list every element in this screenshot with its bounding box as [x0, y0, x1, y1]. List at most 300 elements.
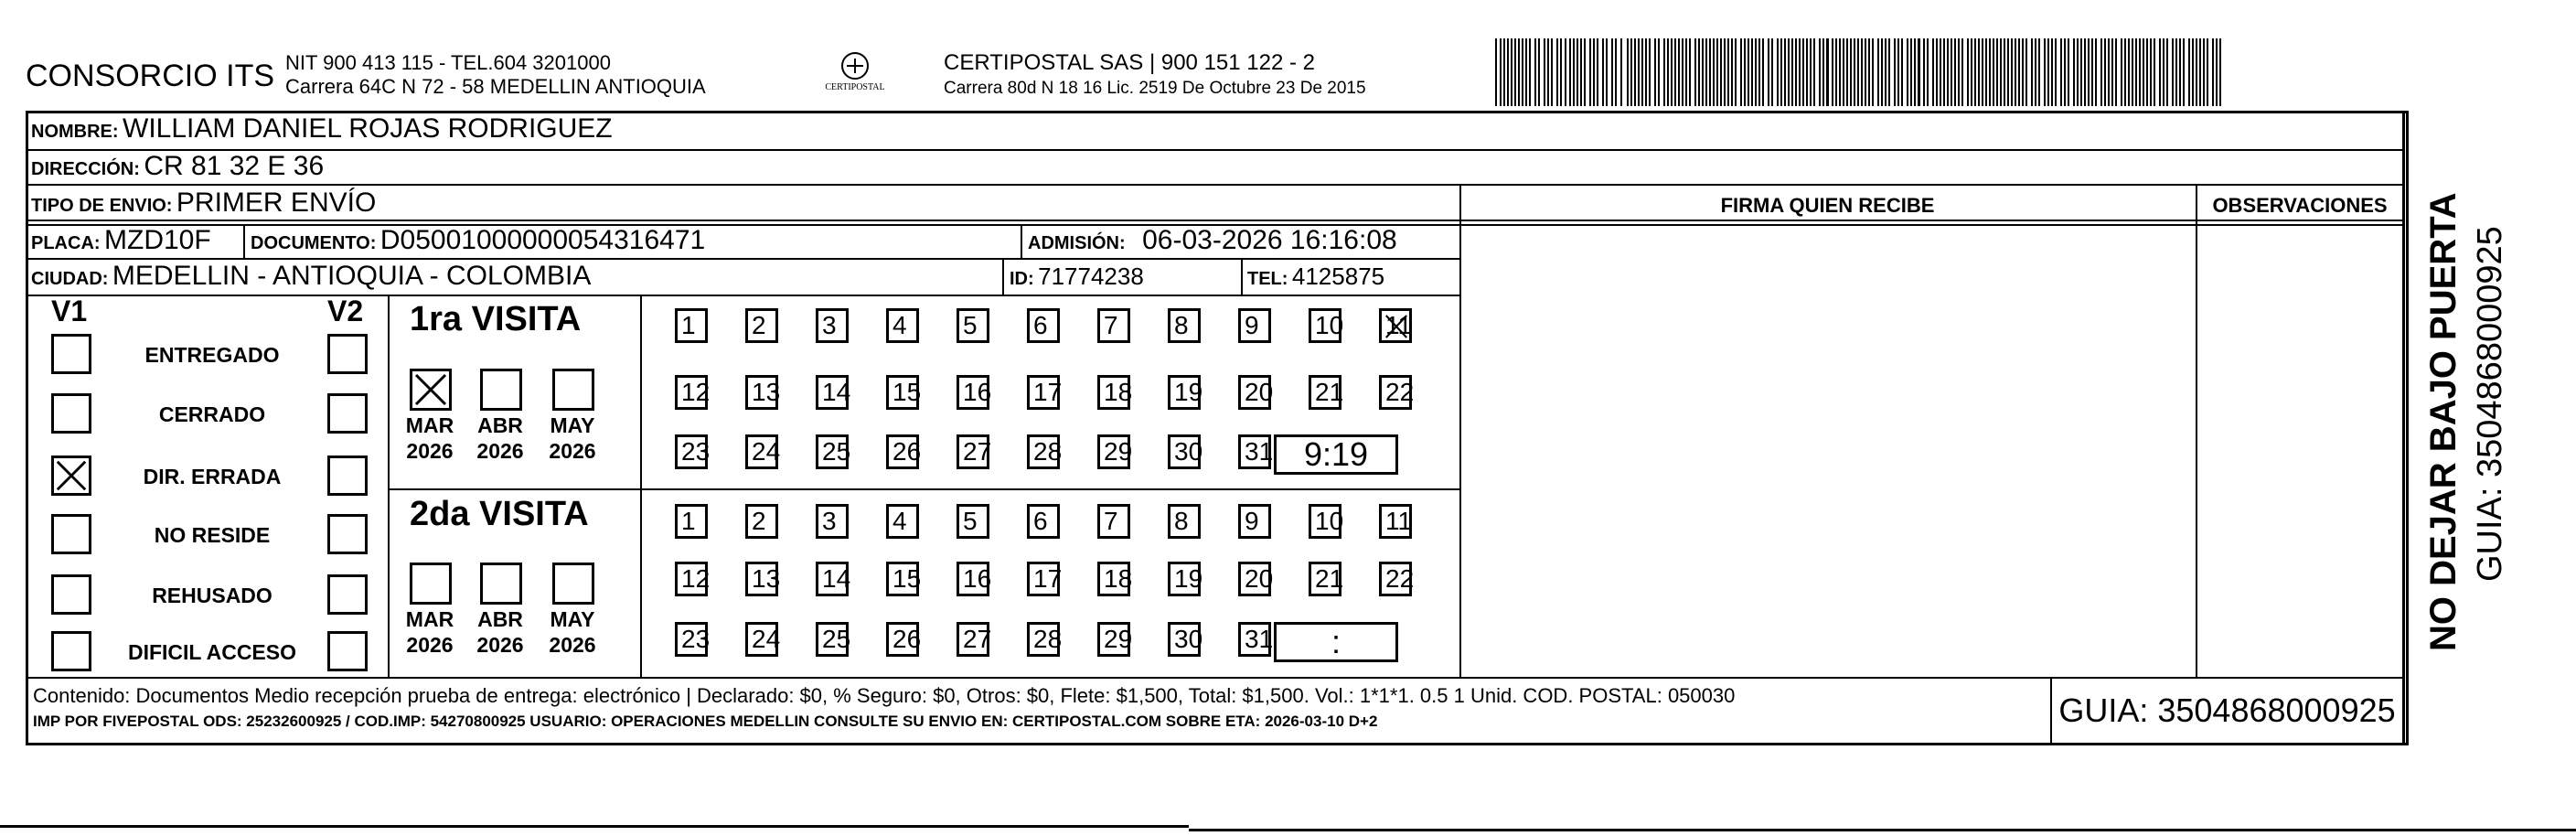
id-row [1010, 263, 1144, 291]
barcode-bar [2111, 38, 2113, 106]
tipo-value: PRIMER ENVÍO [176, 188, 377, 218]
barcode-bar [2015, 38, 2016, 106]
day-number: 19 [1174, 378, 1203, 406]
barcode-bar [2011, 38, 2013, 106]
day-box[interactable] [675, 375, 711, 410]
month-checkbox[interactable] [410, 563, 452, 605]
month-checkbox[interactable] [552, 563, 594, 605]
barcode-bar [1611, 38, 1613, 106]
month-year: 2026 [406, 633, 454, 657]
barcode-bar [1854, 38, 1855, 106]
day-box[interactable] [745, 562, 781, 596]
barcode-bar [1634, 38, 1636, 106]
day-number: 7 [1104, 311, 1118, 339]
day-number: 3 [822, 311, 837, 339]
barcode-bar [1826, 38, 1829, 106]
day-box[interactable] [957, 308, 989, 343]
barcode-bar [2080, 38, 2082, 106]
barcode-bar [2088, 38, 2090, 106]
tel-row [1247, 263, 1384, 291]
v2-checkbox[interactable] [327, 514, 368, 554]
barcode-bar [2192, 38, 2194, 106]
month-name: MAY [550, 413, 595, 437]
day-number: 13 [752, 564, 781, 593]
barcode-bar [1843, 38, 1844, 106]
barcode-bar [2004, 38, 2005, 106]
barcode-bar [2104, 38, 2106, 106]
barcode-bar [1832, 38, 1833, 106]
day-box[interactable] [1309, 504, 1344, 539]
v2-checkbox[interactable] [327, 393, 368, 434]
day-box[interactable] [745, 504, 778, 539]
day-box[interactable] [1097, 434, 1133, 469]
barcode-bar [1788, 38, 1790, 106]
month-year: 2026 [549, 439, 596, 463]
firma-area[interactable] [1461, 226, 2196, 677]
placa-row [31, 225, 211, 256]
barcode-bar [1544, 38, 1545, 106]
barcode-bar [1914, 38, 1916, 106]
barcode-bar [1996, 38, 1998, 106]
day-box[interactable] [886, 622, 922, 657]
barcode-bar [1839, 38, 1841, 106]
day-number: 29 [1104, 437, 1133, 466]
barcode-bar [1698, 38, 1700, 106]
admision-value: 06-03-2026 16:16:08 [1142, 225, 1397, 255]
barcode-bar [1584, 38, 1586, 106]
day-box[interactable] [675, 504, 708, 539]
barcode-bar [1799, 38, 1801, 106]
day-number: 14 [822, 564, 851, 593]
barcode-bar [1751, 38, 1753, 106]
barcode-bar [2203, 38, 2205, 106]
barcode-bar [1663, 38, 1665, 106]
month-name: ABR [477, 413, 523, 437]
barcode-bar [1861, 38, 1863, 106]
day-number: 12 [681, 564, 711, 593]
v1-checkbox[interactable] [51, 574, 91, 615]
barcode-bar [2121, 38, 2122, 106]
barcode-bar [1735, 38, 1737, 106]
barcode-bar [1802, 38, 1804, 106]
day-box[interactable] [816, 622, 849, 657]
ciudad-value: MEDELLIN - ANTIOQUIA - COLOMBIA [112, 261, 592, 291]
barcode-bar [1771, 38, 1773, 106]
barcode-bar [1784, 38, 1786, 106]
barcode-bar [2207, 38, 2208, 106]
day-box[interactable] [957, 375, 992, 410]
barcode-bar [1627, 38, 1629, 106]
barcode-bar [1868, 38, 1870, 106]
day-box[interactable] [1027, 434, 1063, 469]
barcode-bar [1705, 38, 1707, 106]
barcode-bar [1989, 38, 1991, 106]
barcode-bar [2084, 38, 2086, 106]
day-number: 10 [1315, 311, 1344, 339]
day-number: 4 [893, 507, 907, 535]
v1-checkbox[interactable] [51, 393, 91, 434]
barcode-bar [1727, 38, 1729, 106]
month-name: ABR [477, 607, 523, 631]
day-number: 14 [822, 378, 851, 406]
day-box[interactable] [1309, 308, 1344, 343]
month-checkbox[interactable] [410, 369, 452, 411]
company-line-2: Carrera 64C N 72 - 58 MEDELLIN ANTIOQUIA [285, 75, 706, 98]
day-number: 3 [822, 507, 837, 535]
barcode-bar [1943, 38, 1945, 106]
barcode-bar [2128, 38, 2130, 106]
month-year: 2026 [476, 439, 524, 463]
day-number: 21 [1315, 378, 1344, 406]
day-number: 15 [893, 378, 922, 406]
barcode-bar [2026, 38, 2027, 106]
status-label: DIFICIL ACCESO [127, 640, 296, 664]
day-number: 21 [1315, 564, 1344, 593]
day-box[interactable] [816, 504, 849, 539]
barcode-bar [1500, 38, 1502, 106]
day-box[interactable] [816, 308, 849, 343]
day-box[interactable] [957, 562, 992, 596]
day-number: 22 [1385, 564, 1415, 593]
barcode-bar [1901, 38, 1903, 106]
barcode [1495, 38, 2227, 106]
company-name: CONSORCIO ITS [26, 59, 275, 93]
day-number: 29 [1104, 625, 1133, 653]
day-number: 6 [1033, 507, 1048, 535]
barcode-bar [1556, 38, 1558, 106]
barcode-bar [1654, 38, 1656, 106]
observaciones-header: OBSERVACIONES [2212, 194, 2388, 217]
barcode-bar [2035, 38, 2036, 106]
day-number: 8 [1174, 507, 1189, 535]
barcode-bar [1577, 38, 1578, 106]
barcode-bar [2000, 38, 2002, 106]
barcode-bar [1658, 38, 1660, 106]
day-box[interactable] [1238, 434, 1274, 469]
month-checkbox[interactable] [552, 369, 594, 411]
day-number: 31 [1245, 437, 1274, 466]
barcode-bar [2219, 38, 2221, 106]
barcode-bar [1731, 38, 1733, 106]
status-label: REHUSADO [152, 584, 273, 607]
day-box[interactable] [1238, 375, 1274, 410]
barcode-bar [1514, 38, 1516, 106]
day-box[interactable] [1168, 562, 1201, 596]
barcode-bar [2018, 38, 2020, 106]
v1-checkbox[interactable] [51, 456, 91, 496]
barcode-bar [2038, 38, 2040, 106]
documento-label: DOCUMENTO: [251, 233, 377, 253]
day-number: 17 [1033, 564, 1063, 593]
v2-checkbox[interactable] [327, 574, 368, 615]
day-box[interactable] [1168, 434, 1201, 469]
barcode-bar [1511, 38, 1512, 106]
barcode-bar [1894, 38, 1896, 106]
barcode-bar [1951, 38, 1952, 106]
barcode-bar [1762, 38, 1764, 106]
barcode-bar [1927, 38, 1929, 106]
barcode-bar [1720, 38, 1722, 106]
day-box[interactable] [816, 434, 849, 469]
month-checkbox[interactable] [480, 563, 522, 605]
barcode-bar [2022, 38, 2024, 106]
barcode-bar [1580, 38, 1582, 106]
day-box[interactable] [957, 504, 989, 539]
day-box[interactable] [745, 434, 781, 469]
v2-checkbox[interactable] [327, 334, 368, 374]
barcode-bar [1857, 38, 1859, 106]
day-box[interactable] [1027, 504, 1060, 539]
day-box[interactable] [886, 562, 922, 596]
day-number: 26 [893, 437, 922, 466]
barcode-bar [1850, 38, 1852, 106]
day-number: 23 [681, 437, 711, 466]
barcode-bar [2199, 38, 2201, 106]
v1-checkbox[interactable] [51, 334, 91, 374]
barcode-bar [2159, 38, 2161, 106]
day-number: 27 [963, 625, 992, 653]
status-label: DIR. ERRADA [143, 465, 282, 488]
day-number: 30 [1174, 625, 1203, 653]
time-box[interactable]: 9:19 [1274, 434, 1398, 475]
day-box[interactable] [675, 622, 711, 657]
day-box[interactable] [1027, 375, 1063, 410]
day-number: 30 [1174, 437, 1203, 466]
barcode-bar [1529, 38, 1531, 106]
day-box[interactable] [886, 308, 919, 343]
day-number: 10 [1315, 507, 1344, 535]
barcode-bar [1522, 38, 1523, 106]
day-box[interactable] [675, 434, 711, 469]
day-number: 25 [822, 625, 851, 653]
day-box[interactable] [1379, 308, 1412, 343]
barcode-bar [1615, 38, 1617, 106]
barcode-bar [1810, 38, 1812, 106]
barcode-bar [1877, 38, 1879, 106]
barcode-bar [1819, 38, 1821, 106]
barcode-bar [1709, 38, 1711, 106]
tel-label: TEL: [1247, 269, 1288, 289]
barcode-bar [1795, 38, 1797, 106]
barcode-bar [1645, 38, 1647, 106]
barcode-bar [2073, 38, 2075, 106]
barcode-bar [1589, 38, 1591, 106]
barcode-bar [1551, 38, 1553, 106]
month-checkbox[interactable] [480, 369, 522, 411]
tel-value: 4125875 [1291, 263, 1385, 290]
v2-checkbox[interactable] [327, 456, 368, 496]
imp-text: IMP POR FIVEPOSTAL ODS: 25232600925 / COD.IMP: 54270800925 USUARIO: OPERACIONES MEDELLIN CONSULTE SU ENVIO EN: CERTIPOSTAL.COM SOBRE ETA: 2026-03-10 D+2 [33, 713, 1378, 730]
day-number: 2 [752, 507, 766, 535]
barcode-bar [1971, 38, 1972, 106]
barcode-bar [1974, 38, 1976, 106]
tear-line [0, 825, 1189, 828]
barcode-bar [1620, 38, 1622, 106]
observaciones-area[interactable] [2197, 226, 2402, 677]
day-number: 2 [752, 311, 766, 339]
barcode-bar [2188, 38, 2190, 106]
barcode-bar [1791, 38, 1793, 106]
day-box[interactable] [1097, 622, 1133, 657]
status-label: CERRADO [158, 402, 266, 426]
day-number: 27 [963, 437, 992, 466]
day-box[interactable] [957, 434, 992, 469]
day-number: 18 [1104, 564, 1133, 593]
day-box[interactable] [886, 504, 919, 539]
barcode-bar [1813, 38, 1815, 106]
day-box[interactable] [745, 308, 778, 343]
day-box[interactable] [675, 562, 711, 596]
barcode-bar [1503, 38, 1505, 106]
day-box[interactable] [1238, 308, 1271, 343]
barcode-bar [1740, 38, 1742, 106]
day-number: 11 [1385, 507, 1413, 535]
barcode-bar [1507, 38, 1509, 106]
day-box[interactable] [1097, 562, 1133, 596]
day-number: 18 [1104, 378, 1133, 406]
day-box[interactable] [1168, 375, 1201, 410]
nombre-row [31, 113, 613, 145]
v2-checkbox[interactable] [327, 631, 368, 671]
barcode-bar [2163, 38, 2164, 106]
v1-checkbox[interactable] [51, 514, 91, 554]
day-number: 25 [822, 437, 851, 466]
day-box[interactable] [1168, 504, 1201, 539]
barcode-bar [2212, 38, 2214, 106]
barcode-bar [1885, 38, 1887, 106]
barcode-bar [1961, 38, 1963, 106]
day-number: 13 [752, 378, 781, 406]
barcode-bar [1888, 38, 1890, 106]
day-box[interactable] [1097, 308, 1130, 343]
placa-label: PLACA: [31, 233, 101, 253]
barcode-bar [2068, 38, 2069, 106]
day-number: 31 [1245, 625, 1274, 653]
day-number: 7 [1104, 507, 1118, 535]
day-box[interactable] [816, 375, 849, 410]
day-box[interactable] [1027, 308, 1060, 343]
day-box[interactable] [745, 375, 781, 410]
day-box[interactable] [816, 562, 849, 596]
barcode-bar [1932, 38, 1934, 106]
day-box[interactable] [1379, 562, 1415, 596]
barcode-bar [1936, 38, 1938, 106]
barcode-bar [1716, 38, 1718, 106]
direccion-value: CR 81 32 E 36 [144, 151, 325, 181]
time-box[interactable]: : [1274, 622, 1398, 662]
barcode-bar [1694, 38, 1696, 106]
barcode-bar [1606, 38, 1608, 106]
day-number: 22 [1385, 378, 1415, 406]
tipo-label: TIPO DE ENVIO: [31, 196, 173, 216]
barcode-bar [1967, 38, 1969, 106]
day-box[interactable] [1238, 562, 1274, 596]
certipostal-logo [805, 48, 905, 102]
day-box[interactable] [1309, 375, 1344, 410]
day-number: 8 [1174, 311, 1189, 339]
barcode-bar [2031, 38, 2033, 106]
day-number: 19 [1174, 564, 1203, 593]
barcode-bar [2095, 38, 2097, 106]
barcode-bar [1958, 38, 1960, 106]
side-guia: GUIA: 3504868000925 [2471, 226, 2509, 582]
barcode-bar [1758, 38, 1760, 106]
day-number: 23 [681, 625, 711, 653]
day-box[interactable] [1168, 622, 1201, 657]
barcode-bar [1755, 38, 1757, 106]
month-year: 2026 [549, 633, 596, 657]
documento-row [251, 225, 705, 256]
day-box[interactable] [1379, 504, 1412, 539]
tipo-row [31, 188, 376, 219]
barcode-bar [1748, 38, 1749, 106]
barcode-bar [1569, 38, 1571, 106]
day-number: 9 [1245, 311, 1259, 339]
day-box[interactable] [1027, 562, 1063, 596]
barcode-bar [2047, 38, 2049, 106]
barcode-bar [2055, 38, 2057, 106]
barcode-bar [1649, 38, 1651, 106]
first-visit-title: 1ra VISITA [410, 300, 582, 338]
barcode-bar [1923, 38, 1925, 106]
day-box[interactable] [1097, 504, 1130, 539]
nombre-label: NOMBRE: [31, 122, 119, 142]
month-year: 2026 [476, 633, 524, 657]
v1-checkbox[interactable] [51, 631, 91, 671]
barcode-bar [1518, 38, 1520, 106]
barcode-bar [1846, 38, 1848, 106]
v1-header: V1 [51, 295, 88, 327]
barcode-bar [1881, 38, 1883, 106]
logo-text: CERTIPOSTAL [825, 82, 885, 92]
status-label: ENTREGADO [144, 343, 280, 367]
day-number: 11 [1385, 311, 1413, 339]
day-box[interactable] [1309, 562, 1344, 596]
day-box[interactable] [886, 375, 922, 410]
day-number: 16 [963, 564, 992, 593]
day-box[interactable] [1238, 504, 1271, 539]
day-box[interactable] [957, 622, 992, 657]
barcode-bar [1865, 38, 1866, 106]
guia-footer: GUIA: 3504868000925 [2058, 691, 2396, 729]
day-number: 28 [1033, 437, 1063, 466]
day-box[interactable] [745, 622, 781, 657]
day-box[interactable] [1379, 375, 1415, 410]
barcode-bar [1910, 38, 1912, 106]
barcode-bar [1918, 38, 1920, 106]
day-box[interactable] [1097, 375, 1133, 410]
direccion-row [31, 151, 324, 182]
barcode-bar [2064, 38, 2066, 106]
cross-icon [1384, 313, 1409, 340]
ciudad-row [31, 261, 591, 292]
barcode-bar [1689, 38, 1691, 106]
day-box[interactable] [1027, 622, 1063, 657]
day-number: 5 [963, 507, 978, 535]
day-box[interactable] [886, 434, 922, 469]
barcode-bar [1667, 38, 1669, 106]
barcode-bar [1940, 38, 1941, 106]
day-box[interactable] [675, 308, 708, 343]
barcode-bar [1872, 38, 1874, 106]
day-box[interactable] [1168, 308, 1201, 343]
barcode-bar [2139, 38, 2141, 106]
barcode-bar [2124, 38, 2126, 106]
barcode-bar [2100, 38, 2102, 106]
barcode-bar [1713, 38, 1715, 106]
barcode-bar [1593, 38, 1595, 106]
day-box[interactable] [1238, 622, 1274, 657]
